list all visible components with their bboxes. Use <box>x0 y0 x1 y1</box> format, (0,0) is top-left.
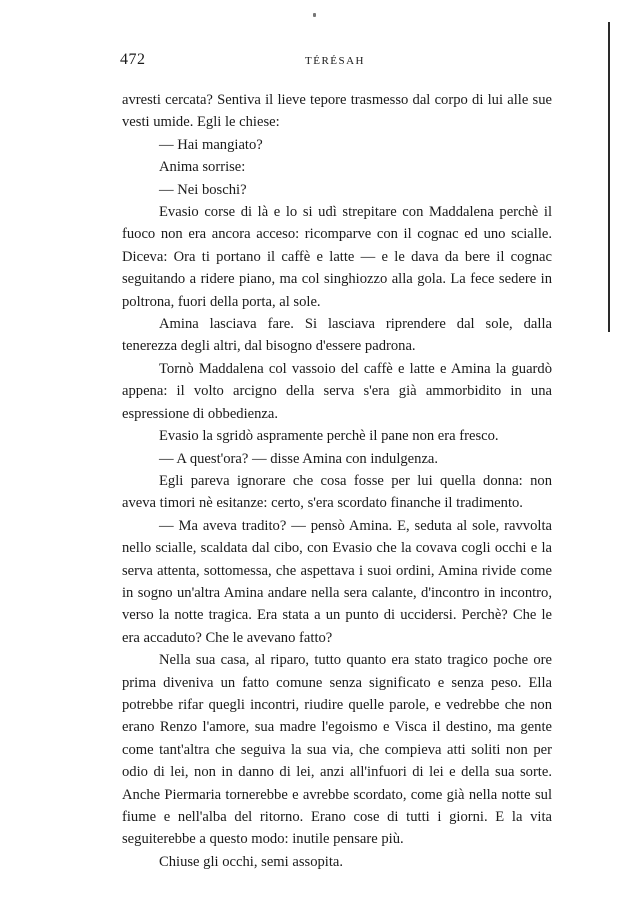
paragraph: Evasio corse di là e lo si udì strepitare con Maddalena perchè il fuoco non era ancora acceso: ricomparve con il cognac ed uno scialle. Diceva: Ora ti portano il caffè e latte — e le dava da bere il cognac seguitando a ridere piano, ma col singhiozzo alla gola. La fece sedere in poltrona, fuori della porta, al sole. <box>122 204 552 310</box>
paragraph: avresti cercata? Sentiva il lieve tepore trasmesso dal corpo di lui alle sue vesti umide. Egli le chiese: <box>122 92 552 131</box>
page-number: 472 <box>120 51 146 68</box>
paragraph: — Nei boschi? <box>159 181 247 198</box>
paragraph: Evasio la sgridò aspramente perchè il pane non era fresco. <box>159 428 499 445</box>
paragraph: Nella sua casa, al riparo, tutto quanto era stato tragico poche ore prima diveniva un fatto comune senza significato e senza peso. Ella potrebbe rifar quegli incontri, riudire quelle parole, e vedrebbe che non erano Renzo l'amore, sua madre l'egoismo e Visca il destino, ma gente come tant'altra che seguiva la sua via, che compieva atti soliti non per odio di lei, non in danno di lei, anzi all'infuori di lei e della sua sorte. Anche Piermaria tornerebbe e avrebbe scordato, come già nella notte sul fiume e nell'alba del ritorno. Erano cose di tutti i giorni. E la vita seguiterebbe a questo modo: inutile pensare più. <box>122 652 552 848</box>
running-title: TÉRÉSAH <box>305 55 365 67</box>
paragraph: — Ma aveva tradito? — pensò Amina. E, seduta al sole, ravvolta nello scialle, scaldata dal cibo, con Evasio che la covava cogli occhi e la serva attenta, sottomessa, che aspettava i suoi ordini, Amina rivide come in sogno un'altra Amina andare nella sera calante, d'incontro in incontro, verso la notte tragica. Era stata a un punto di uccidersi. Perchè? Che le era accaduto? Che le avevano fatto? <box>122 517 552 646</box>
paragraph: Amina lasciava fare. Si lasciava riprendere dal sole, dalla tenerezza degli altri, dal bisogno d'essere padrona. <box>122 316 552 355</box>
paragraph: Chiuse gli occhi, semi assopita. <box>159 853 344 870</box>
page-edge-line <box>608 22 610 332</box>
body-text <box>122 89 552 873</box>
paragraph: Tornò Maddalena col vassoio del caffè e latte e Amina la guardò appena: il volto arcigno della serva s'era già ammorbidito in una espressione di obbedienza. <box>122 360 552 422</box>
ink-speck <box>313 13 316 17</box>
paragraph: Anima sorrise: <box>159 159 246 176</box>
paragraph: — A quest'ora? — disse Amina con indulgenza. <box>159 450 439 467</box>
paragraph: — Hai mangiato? <box>159 136 263 153</box>
paragraph: Egli pareva ignorare che cosa fosse per lui quella donna: non aveva timori nè esitanze: certo, s'era scordato finanche il tradimento. <box>122 472 552 512</box>
